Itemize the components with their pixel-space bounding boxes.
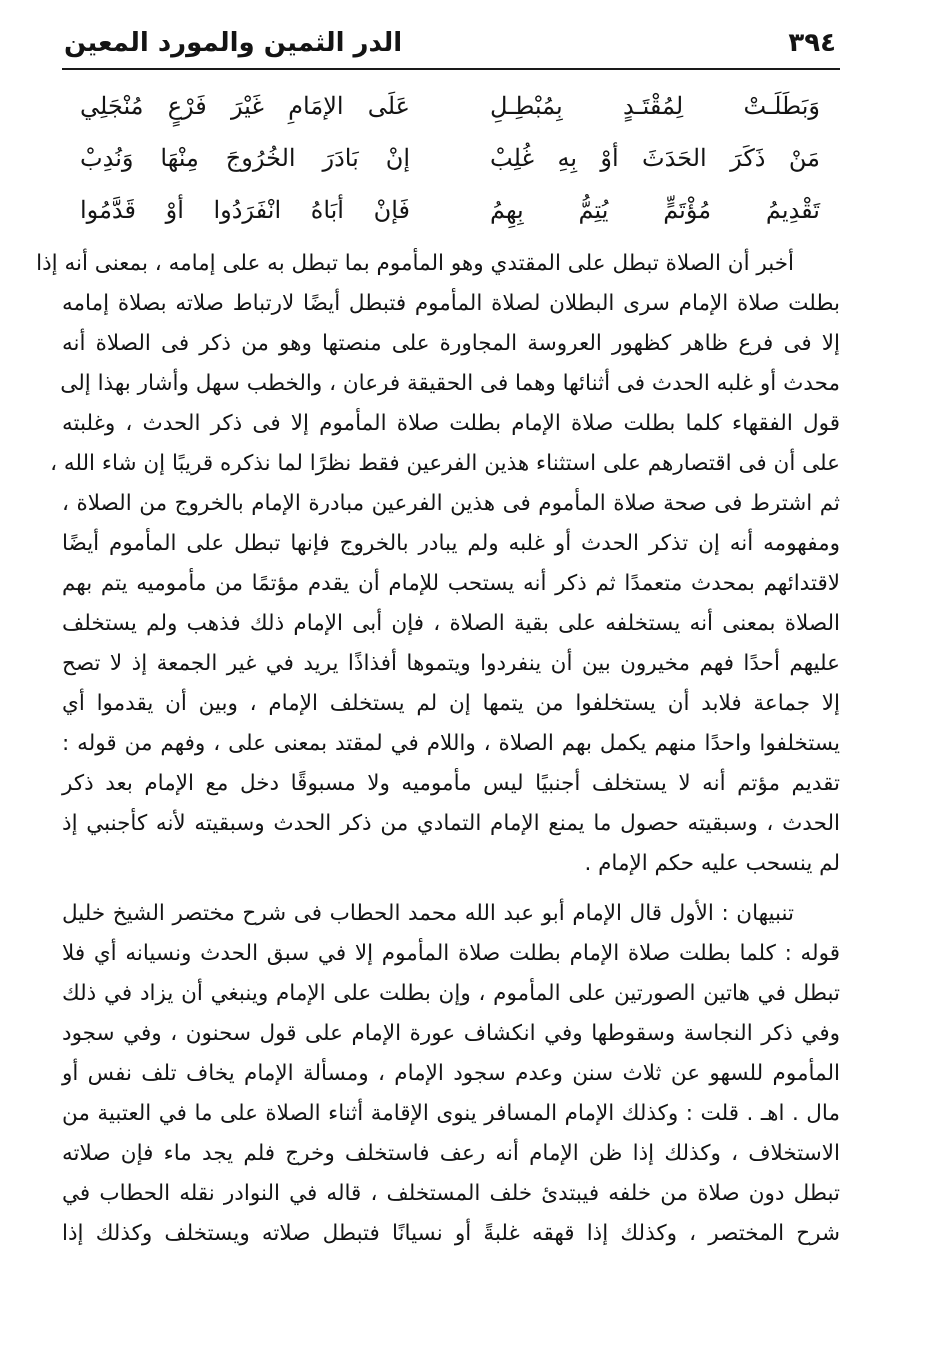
text-line: وفي ذكر النجاسة وسقوطها وفي انكشاف عورة الإمام على قول سحنون ، وفي سجود: [62, 1021, 840, 1046]
verse-block: [62, 80, 840, 236]
verse-second-hemistich: فَإنْ أبَاهُ انْفَرَدُوا أوْ قَدَّمُوا: [80, 196, 410, 224]
verse-first-hemistich: وَبَطَلَـتْ لِمُقْتَـدٍ بِمُبْطِـلِ: [490, 92, 820, 120]
text-line: شرح المختصر ، وكذلك إذا قهقه غلبةً أو نسيانًا فتبطل صلاته ويستخلف وكذلك إذا: [62, 1221, 840, 1246]
text-line: ثم اشترط فى صحة صلاة المأموم فى هذين الفرعين مبادرة الإمام بالخروج من الصلاة ،: [62, 491, 840, 516]
verse-second-hemistich: عَلَى الإمَامِ غَيْرَ فَرْعٍ مُنْجَلِي: [80, 92, 410, 120]
commentary-paragraph: [36, 244, 840, 884]
text-line: يستخلفوا واحدًا منهم يكمل بهم الصلاة ، واللام في لمقتد بمعنى على ، وفهم من قوله :: [62, 731, 840, 756]
book-page: [36, 22, 840, 1322]
text-line: على أن فى اقتصارهم على استثناء هذين الفرعين فقط نظرًا لما نذكره قريبًا إن شاء الله ،: [50, 451, 840, 476]
notes-paragraph: [62, 894, 840, 1254]
verse-second-hemistich: إنْ بَادَرَ الخُرُوجَ مِنْهَا وَنُدِبْ: [80, 144, 410, 172]
text-line: أخبر أن الصلاة تبطل على المقتدي وهو المأموم بما تبطل به على إمامه ، بمعنى أنه إذا: [36, 251, 794, 276]
running-title: الدر الثمين والمورد المعين: [64, 28, 403, 58]
verse-line: [62, 80, 840, 132]
verse-first-hemistich: تَقْدِيمُ مُؤْتَمٍّ يُتِمُّ بِهِمُ: [490, 196, 820, 224]
text-line: بطلت صلاة الإمام سرى البطلان لصلاة المأموم فتبطل أيضًا لارتباط صلاته بصلاة إمامه: [62, 291, 840, 316]
text-line: الصلاة بمعنى أنه يستخلفه على بقية الصلاة ، فإن أبى الإمام ذلك فذهب ولم يستخلف: [62, 611, 840, 636]
text-line: محدث أو غلبه الحدث فى أثنائها وهما فى الحقيقة فرعان ، والخطب سهل وأشار بهذا إلى: [60, 371, 840, 396]
text-line: الحدث ، وسبقيته حصول ما يمنع الإمام التمادي من ذكر الحدث وسبقيته لأنه كأجنبي إذ: [62, 811, 840, 836]
text-line: قوله : كلما بطلت صلاة الإمام بطلت صلاة المأموم إلا في سبق الحدث ونسيانه أي فلا: [62, 941, 840, 966]
text-line: لم ينسحب عليه حكم الإمام .: [584, 851, 840, 876]
text-line: مال . اهـ . قلت : وكذلك الإمام المسافر ينوى الإقامة أثناء الصلاة على ما في العتبية من: [62, 1101, 840, 1126]
verse-line: [62, 184, 840, 236]
text-line: تقديم مؤتم أنه لا يستخلف أجنبيًا ليس مأموميه ولا مسبوقًا دخل مع الإمام بعد ذكر: [62, 771, 840, 796]
text-line: تنبيهان : الأول قال الإمام أبو عبد الله محمد الحطاب فى شرح مختصر الشيخ خليل: [62, 901, 794, 926]
text-line: تبطل في هاتين الصورتين على المأموم ، وإن بطلت على الإمام وينبغي أن يزاد في ذلك: [62, 981, 840, 1006]
text-line: تبطل دون صلاة من خلفه فيبتدئ خلف المستخلف ، قاله في النوادر نقله الحطاب في: [62, 1181, 840, 1206]
page-header: [62, 22, 840, 70]
verse-line: [62, 132, 840, 184]
text-line: لاقتدائهم بمحدث متعمدًا ثم ذكر أنه يستحب للإمام أن يقدم مؤتمًا من مأموميه يتم بهم: [62, 571, 840, 596]
text-line: المأموم للسهو عن ثلاث سنن وعدم سجود الإمام ، ومسألة الإمام يخاف تلف نفس أو: [62, 1061, 840, 1086]
text-line: إلا جماعة فلابد أن يستخلفوا من يتمها إن لم يستخلف الإمام ، وبين أن يقدموا أي: [62, 691, 840, 716]
text-line: الاستخلاف ، وكذلك إذا ظن الإمام أنه رعف فاستخلف وخرج فلم يجد ماء فإن صلاته: [62, 1141, 840, 1166]
text-line: قول الفقهاء كلما بطلت صلاة الإمام بطلت صلاة المأموم إلا فى ذكر الحدث ، وغلبته: [62, 411, 840, 436]
text-line: إلا فى فرع ظاهر كظهور العروسة المجاورة على منصتها وهو من ذكر فى الصلاة أنه: [62, 331, 840, 356]
text-line: عليهم أحدًا فهم مخيرون بين أن ينفردوا ويتموها أفذاذًا يريد في غير الجمعة إذ لا تصح: [62, 651, 840, 676]
verse-first-hemistich: مَنْ ذَكَرَ الحَدَثَ أوْ بِهِ غُلِبْ: [490, 144, 820, 172]
text-line: ومفهومه أنه إن تذكر الحدث أو غلبه ولم يبادر بالخروج فإنها تبطل على المأموم أيضًا: [62, 531, 840, 556]
page-number: ٣٩٤: [788, 28, 836, 58]
